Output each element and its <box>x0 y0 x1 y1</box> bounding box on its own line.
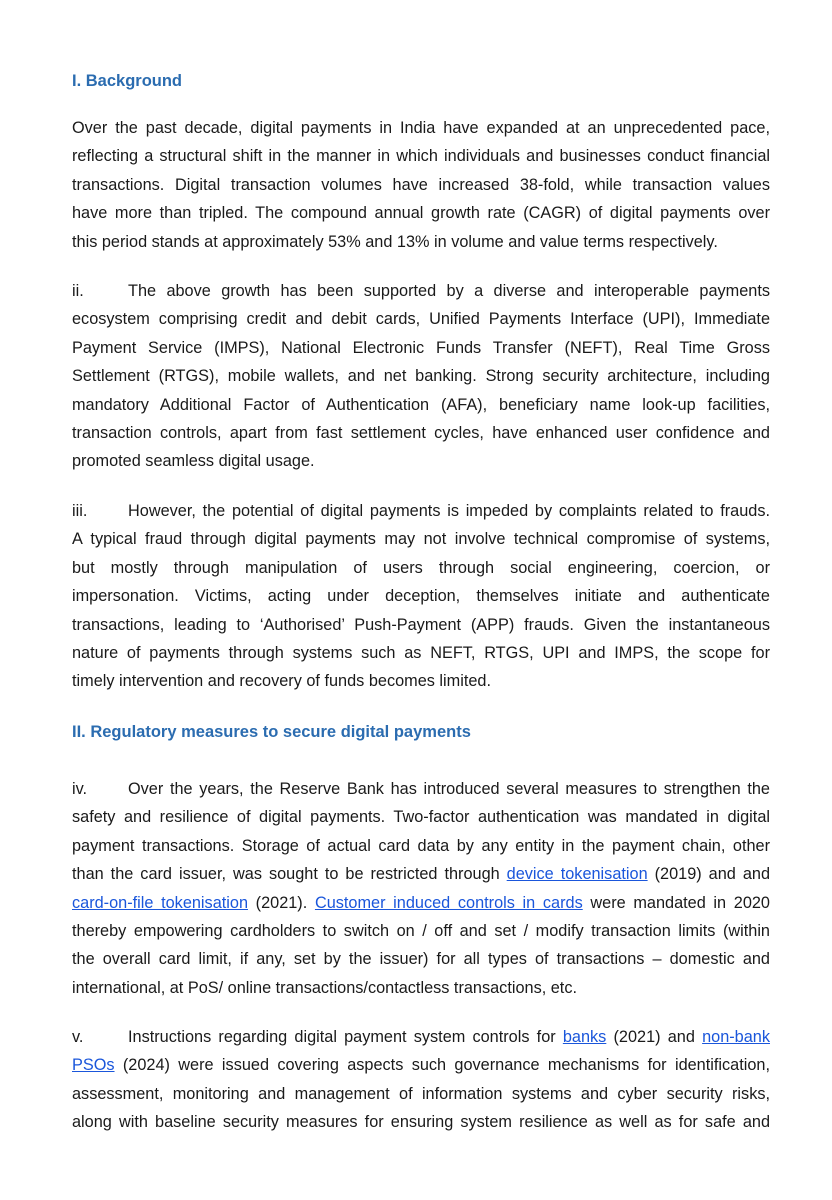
paragraph-number: v. <box>72 1028 84 1046</box>
text-line: iii. However, the potential of digital payments is impeded by complaints related to frauds. <box>72 497 770 525</box>
text-line: this period stands at approximately 53% and 13% in volume and value terms respectively. <box>72 232 718 251</box>
text-line: along with baseline security measures for ensuring system resilience as well as for safe and <box>72 1113 770 1132</box>
text-line: payment transactions. Storage of actual card data by any entity in the payment chain, other <box>72 836 770 855</box>
text-line: timely intervention and recovery of funds becomes limited. <box>72 672 491 691</box>
text-line: Payment Service (IMPS), National Electronic Funds Transfer (NEFT), Real Time Gross <box>72 338 770 357</box>
banks-link[interactable]: banks <box>562 1028 607 1046</box>
non-bank-psos-link[interactable]: non-bank <box>702 1028 770 1046</box>
text-line: than the card issuer, was sought to be restricted through device tokenisation (2019) and and <box>72 865 770 884</box>
text-line: thereby empowering cardholders to switch on / off and set / modify transaction limits (within <box>72 921 770 940</box>
text-line: PSOs (2024) were issued covering aspects such governance mechanisms for identification, <box>72 1056 770 1075</box>
paragraph-number: iv. <box>72 780 88 798</box>
text-line: v. Instructions regarding digital payment system controls for banks (2021) and non-bank <box>72 1023 770 1051</box>
text-line: reflecting a structural shift in the manner in which individuals and businesses conduct financial <box>72 147 770 166</box>
text-line: have more than tripled. The compound annual growth rate (CAGR) of digital payments over <box>72 204 770 223</box>
text-line: safety and resilience of digital payments. Two-factor authentication was mandated in digital <box>72 808 770 827</box>
device-tokenisation-link[interactable]: device tokenisation <box>506 865 648 884</box>
text-line: impersonation. Victims, acting under deception, themselves initiate and authenticate <box>72 587 770 606</box>
customer-induced-controls-link[interactable]: Customer induced controls in cards <box>314 893 583 912</box>
text-line: transactions, leading to ‘Authorised’ Push-Payment (APP) frauds. Given the instantaneous <box>72 615 770 634</box>
section-heading-background: I. Background <box>72 72 183 90</box>
paragraph-4 <box>72 775 770 1002</box>
text-line: mandatory Additional Factor of Authentication (AFA), beneficiary name look-up facilities, <box>72 395 770 414</box>
text-line: promoted seamless digital usage. <box>72 452 315 471</box>
text-line: ecosystem comprising credit and debit cards, Unified Payments Interface (UPI), Immediate <box>72 310 770 329</box>
card-on-file-tokenisation-link[interactable]: card-on-file tokenisation <box>72 893 248 912</box>
text-line: transaction controls, apart from fast settlement cycles, have enhanced user confidence and <box>72 423 770 442</box>
text-line: iv. Over the years, the Reserve Bank has introduced several measures to strengthen the <box>72 775 770 803</box>
text-line: the overall card limit, if any, set by the issuer) for all types of transactions – domestic and <box>72 950 770 969</box>
paragraph-1 <box>72 114 770 256</box>
paragraph-2 <box>72 277 770 476</box>
text-line: A typical fraud through digital payments may not involve technical compromise of systems, <box>72 530 770 549</box>
text-line: nature of payments through systems such as NEFT, RTGS, UPI and IMPS, the scope for <box>72 643 770 662</box>
section-heading-regulatory: II. Regulatory measures to secure digital payments <box>72 723 471 741</box>
text-line: assessment, monitoring and management of information systems and cyber security risks, <box>72 1084 770 1103</box>
text-line: but mostly through manipulation of users through social engineering, coercion, or <box>72 558 770 577</box>
paragraph-5 <box>72 1023 770 1137</box>
paragraph-number: ii. <box>72 282 84 300</box>
paragraph-3 <box>72 497 770 696</box>
text-line: card-on-file tokenisation (2021). Customer induced controls in cards were mandated in 2020 <box>72 893 770 912</box>
text-line: international, at PoS/ online transactions/contactless transactions, etc. <box>72 978 577 997</box>
text-line: transactions. Digital transaction volumes have increased 38-fold, while transaction values <box>72 175 770 194</box>
paragraph-number: iii. <box>72 502 88 520</box>
text-line: Over the past decade, digital payments in India have expanded at an unprecedented pace, <box>72 119 770 137</box>
non-bank-psos-link-continued[interactable]: PSOs <box>72 1056 115 1075</box>
text-line: Settlement (RTGS), mobile wallets, and net banking. Strong security architecture, including <box>72 367 770 386</box>
text-line: ii. The above growth has been supported by a diverse and interoperable payments <box>72 277 770 305</box>
